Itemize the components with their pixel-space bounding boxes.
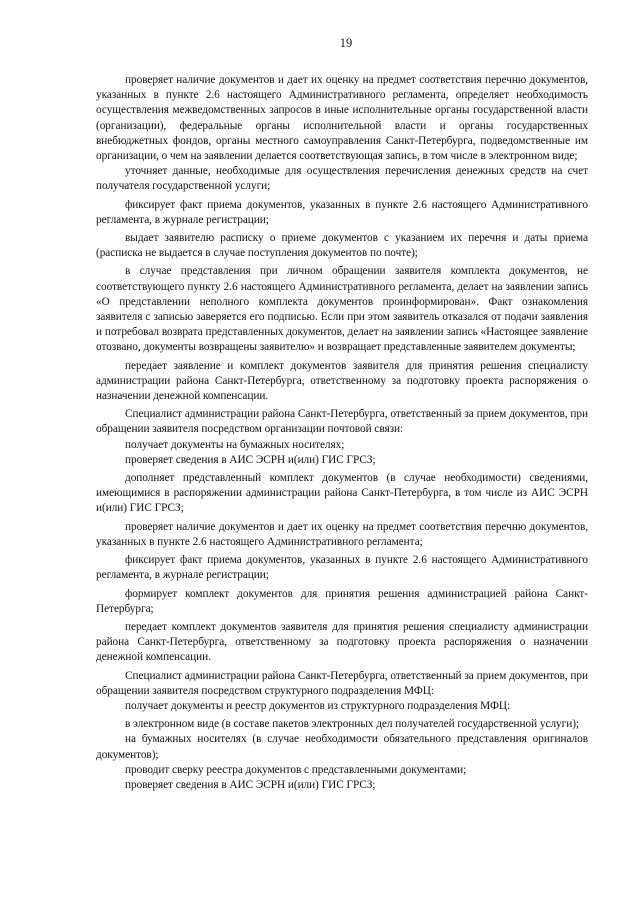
paragraph: фиксирует факт приема документов, указанных в пункте 2.6 настоящего Административного регламента, в журнале регистрации;: [96, 554, 588, 582]
paragraph: проверяет сведения в АИС ЭСРН и(или) ГИС ГРСЗ;: [125, 778, 376, 791]
paragraph: проводит сверку реестра документов с представленными документами;: [125, 763, 467, 776]
paragraph: фиксирует факт приема документов, указанных в пункте 2.6 настоящего Административного регламента, в журнале регистрации;: [96, 198, 588, 226]
paragraph: формирует комплект документов для принятия решения администрацией района Санкт-Петербурга;: [96, 587, 588, 615]
paragraph: передает комплект документов заявителя для принятия решения специалисту администрации района Санкт-Петербурга, ответственному за подготовку проекта распоряжения о назначении денежной компенсации.: [96, 620, 588, 664]
paragraph: дополняет представленный комплект документов (в случае необходимости) сведениями, имеющимися в распоряжении администрации района Санкт-Петербурга, в том числе из АИС ЭСРН и(или) ГИС ГРСЗ;: [96, 472, 588, 515]
paragraph: проверяет сведения в АИС ЭСРН и(или) ГИС ГРСЗ;: [125, 453, 376, 466]
paragraph: проверяет наличие документов и дает их оценку на предмет соответствия перечню документов, указанных в пункте 2.6 настоящего Административного регламента;: [96, 520, 588, 548]
paragraph: уточняет данные, необходимые для осуществления перечисления денежных средств на счет получателя государственной услуги;: [96, 165, 588, 193]
paragraph: получает документы на бумажных носителях;: [125, 438, 345, 451]
paragraph: Специалист администрации района Санкт-Петербурга, ответственный за прием документов, при обращении заявителя посредством организации почтовой связи:: [96, 408, 588, 436]
paragraph: в электронном виде (в составе пакетов электронных дел получателей государственной услуги);: [125, 718, 580, 731]
paragraph: Специалист администрации района Санкт-Петербурга, ответственный за прием документов, при обращении заявителя посредством структурного подразделения МФЦ:: [96, 669, 588, 697]
page-number: 19: [339, 36, 353, 50]
paragraph: в случае представления при личном обращении заявителя комплекта документов, не соответствующего пункту 2.6 настоящего Административного регламента, делает на заявлении запись «О представлении неполного комплекта документов проинформирован». Факт ознакомления заявителя с записью заверяется его подписью. Если при этом заявитель отказался от подачи заявления и потребовал возврата представленных документов, делает на заявлении запись «Настоящее заявление отозвано, документы возвращены заявителю» и возвращает представленные заявителем документы;: [96, 265, 588, 354]
paragraph: передает заявление и комплект документов заявителя для принятия решения специалисту администрации района Санкт-Петербурга, ответственному за подготовку проекта распоряжения о назначении денежной компенсации.: [96, 359, 588, 403]
paragraph: на бумажных носителях (в случае необходимости обязательного представления оригиналов документов);: [96, 733, 588, 761]
paragraph: получает документы и реестр документов из структурного подразделения МФЦ:: [125, 699, 511, 712]
paragraph: выдает заявителю расписку о приеме документов с указанием их перечня и даты приема (расписка не выдается в случае поступления документов по почте);: [96, 232, 588, 260]
paragraph: проверяет наличие документов и дает их оценку на предмет соответствия перечню документов, указанных в пункте 2.6 настоящего Административного регламента, определяет необходимость осуществления межведомственных запросов в иные исполнительные органы государственной власти (организации), федеральные органы исполнительной власти и органы государственных внебюджетных фондов, органы местного самоуправления Санкт-Петербурга, подведомственные им организации, о чем на заявлении делается соответствующая запись, в том числе в электронном виде;: [96, 74, 588, 163]
